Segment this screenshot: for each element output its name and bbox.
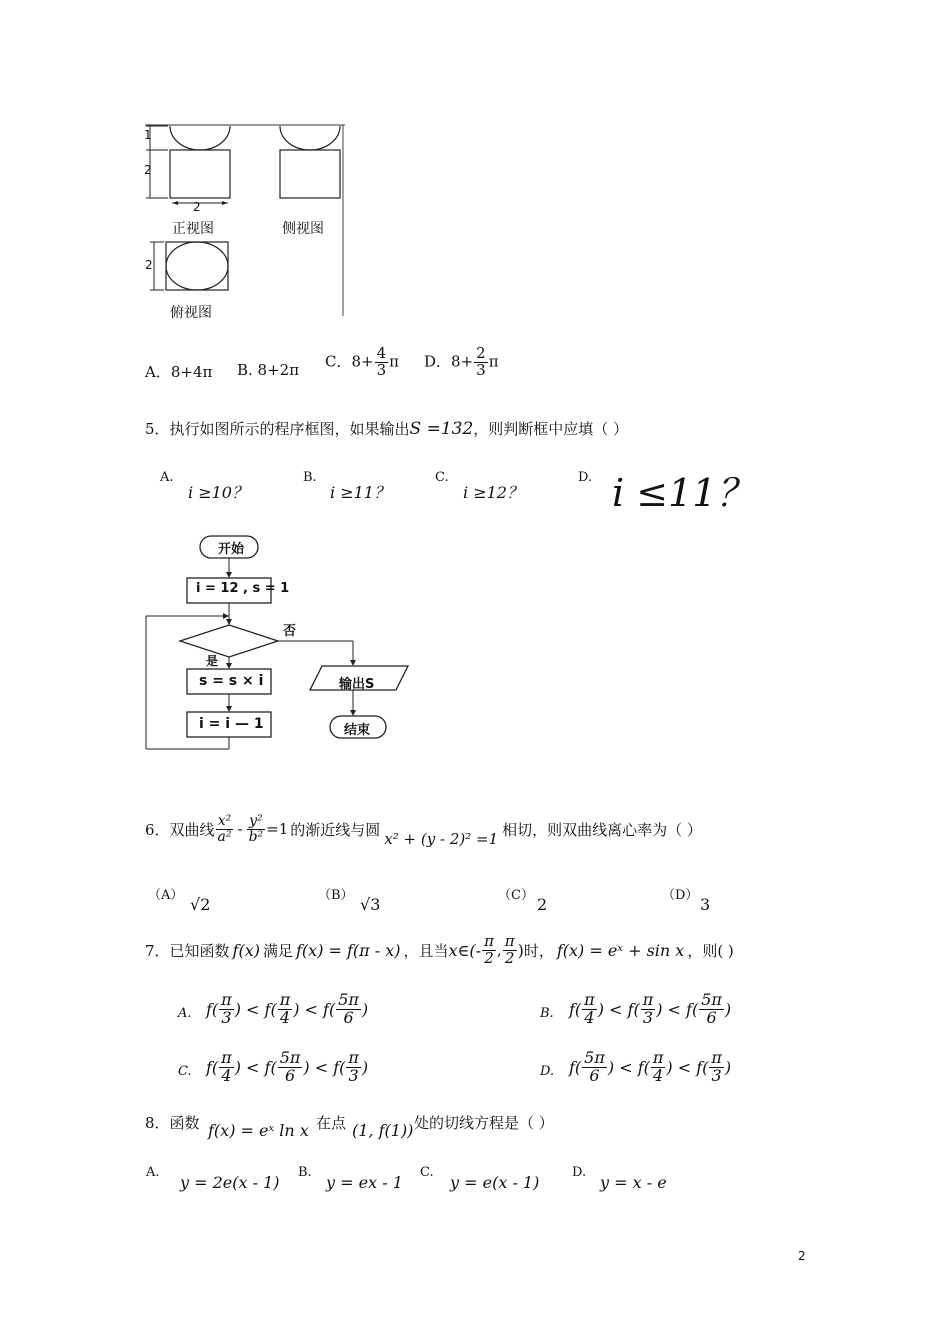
q5-opt-a: i ≥10？ — [188, 483, 248, 502]
q4-d-prefix: D．8+ — [424, 352, 474, 371]
dim-label-top: 2 — [145, 258, 153, 272]
q7-c-f2: f( — [264, 1057, 277, 1077]
q5-opt-b-label: B. — [303, 470, 317, 485]
q7-b-f3: f( — [686, 999, 699, 1019]
q8-opt-d: y = x - e — [600, 1173, 667, 1192]
q6-opt-a-label: （A） — [148, 888, 184, 903]
q6-opt-d-label: （D） — [662, 888, 699, 903]
q7-c-n2: 5π — [279, 1048, 301, 1067]
q7-def: f(x) = eˣ + sin x — [556, 940, 685, 960]
q4-d-suffix: π — [488, 352, 499, 371]
q7-a-d3: 6 — [343, 1007, 354, 1027]
q8-point: (1, f(1)) — [352, 1121, 414, 1140]
q6-opt-c: 2 — [537, 895, 548, 914]
q8-opt-a: y = 2e(x - 1) — [180, 1173, 280, 1192]
q7-d-f3: f( — [696, 1057, 709, 1077]
q4-option-a: A．8+4π — [145, 363, 213, 381]
q6-frac1-den: a² — [217, 828, 232, 845]
q7-c-d3: 3 — [348, 1065, 359, 1085]
q5-stem-math: S =132 — [409, 419, 474, 439]
q7-opt-a-label: A. — [178, 1006, 192, 1021]
q7-opt-d — [569, 1050, 731, 1085]
q7-c-d1: 4 — [221, 1065, 232, 1085]
q6-opt-b-label: （B） — [318, 888, 354, 903]
q6-frac1-num: x² — [217, 813, 232, 829]
q6-minus: - — [237, 820, 243, 839]
q7-a-f2: f( — [264, 999, 277, 1019]
q7-opt-b-label: B. — [540, 1006, 554, 1021]
fc-decision — [180, 625, 278, 657]
q5-stem — [145, 418, 628, 439]
fc-no-label: 否 — [283, 624, 297, 639]
q7-b-f2: f( — [627, 999, 640, 1019]
q7-opt-a — [206, 992, 368, 1027]
fc-dec-label: i = i — 1 — [199, 716, 264, 732]
q7-t2: ，且当 — [403, 941, 449, 960]
q7-c-c3: ) — [361, 1057, 369, 1077]
q7-t3: 时， — [523, 941, 554, 960]
q8-opt-d-label: D. — [572, 1165, 587, 1180]
top-view-label: 俯视图 — [170, 305, 212, 321]
q7-d-f2: f( — [637, 1057, 650, 1077]
q7-b-n2: π — [642, 990, 654, 1009]
q7-b-c2: ) < — [656, 999, 687, 1019]
q7-opt-c-label: C. — [178, 1064, 192, 1079]
q6-frac2-num: y² — [249, 813, 263, 829]
side-view-label: 侧视图 — [282, 221, 324, 237]
q7-d-c3: ) — [724, 1057, 732, 1077]
q7-b-n3: 5π — [701, 990, 722, 1009]
q7-d-n3: π — [711, 1048, 722, 1067]
fc-body-label: s = s × i — [199, 673, 264, 689]
q4-option-b: B. 8+2π — [237, 361, 300, 379]
q6-stem — [145, 813, 702, 849]
q6-mid: 的渐近线与圆 — [290, 820, 381, 839]
q7-b-c3: ) — [724, 999, 732, 1019]
q4-option-d — [424, 346, 499, 379]
q6-circle: x² + (y - 2)² =1 — [384, 830, 499, 849]
q7-b-c1: ) < — [597, 999, 628, 1019]
q5-stem-suffix: ，则判断框中应填（ ） — [473, 420, 629, 438]
page-number: 2 — [798, 1249, 806, 1263]
q6-eq1: =1 — [266, 820, 289, 839]
dim-label-2: 2 — [144, 163, 152, 177]
dim-label-1: 1 — [144, 128, 152, 142]
q5-opt-c-label: C. — [435, 470, 449, 485]
q7-c-n3: π — [348, 1048, 359, 1067]
q7-b-d3: 6 — [706, 1007, 717, 1027]
q7-a-f1: f( — [206, 999, 219, 1019]
q7-t4: ，则( ) — [687, 941, 734, 960]
q7-b-n1: π — [584, 990, 595, 1009]
q4-c-prefix: C．8+ — [325, 352, 374, 371]
q7-t1: 满足 — [262, 941, 293, 960]
q6-frac2-den: b² — [248, 828, 264, 845]
q7-rel: f(x) = f(π - x) — [296, 940, 401, 960]
q8-suffix: 处的切线方程是（ ） — [414, 1114, 554, 1132]
q7-a-d2: 4 — [279, 1007, 291, 1027]
q4-d-num: 2 — [476, 344, 486, 362]
q7-a-c2: ) < — [293, 999, 324, 1019]
q7-stem — [145, 934, 734, 967]
q4-c-den: 3 — [376, 360, 387, 379]
q8-stem-prefix: 8．函数 — [145, 1114, 200, 1132]
q6-opt-b: √3 — [360, 895, 381, 914]
q7-d-c2: ) < — [666, 1057, 697, 1077]
q5-opt-d: i ≤11？ — [612, 471, 755, 515]
q7-opt-c — [206, 1050, 368, 1085]
q7-dom-n2: π — [504, 932, 515, 950]
q6-suffix: 相切，则双曲线离心率为（ ） — [502, 820, 702, 839]
q7-dom-n1: π — [484, 932, 494, 950]
q7-a-c3: ) — [361, 999, 369, 1019]
q7-a-d1: 3 — [221, 1007, 232, 1027]
q4-c-num: 4 — [376, 344, 387, 362]
q7-d-f1: f( — [569, 1057, 582, 1077]
q5-opt-a-label: A. — [160, 470, 174, 485]
q8-opt-c-label: C. — [420, 1165, 434, 1180]
q7-dom-pre: x∈(- — [448, 940, 482, 960]
q7-d-d2: 4 — [653, 1065, 664, 1085]
q8-mid: 在点 — [316, 1114, 347, 1132]
q5-opt-c: i ≥12？ — [463, 483, 523, 502]
q7-c-f1: f( — [206, 1057, 219, 1077]
q7-d-n2: π — [652, 1048, 664, 1067]
q7-c-n1: π — [221, 1048, 232, 1067]
q8-opt-b-label: B. — [298, 1165, 312, 1180]
q6-opt-c-label: （C） — [498, 888, 534, 903]
fc-yes-label: 是 — [206, 654, 219, 668]
q4-d-den: 3 — [476, 360, 486, 379]
q5-opt-d-label: D. — [578, 470, 593, 485]
q7-stem-prefix: 7．已知函数 — [145, 941, 230, 960]
q7-c-d2: 6 — [284, 1065, 296, 1085]
q7-b-d1: 4 — [584, 1007, 595, 1027]
q7-a-c1: ) < — [234, 999, 265, 1019]
q7-a-n1: π — [221, 990, 232, 1009]
q7-a-n2: π — [279, 990, 291, 1009]
q6-opt-d: 3 — [700, 895, 711, 914]
fc-init-label: i = 12 , s = 1 — [196, 581, 290, 596]
q8-opt-a-label: A. — [146, 1165, 160, 1180]
q7-b-d2: 3 — [642, 1007, 654, 1027]
front-view-label: 正视图 — [172, 221, 214, 237]
q7-opt-d-label: D. — [540, 1064, 555, 1079]
q8-opt-c: y = e(x - 1) — [450, 1173, 540, 1192]
q4-option-c — [325, 346, 399, 379]
q7-c-f3: f( — [333, 1057, 346, 1077]
q8-func: f(x) = eˣ ln x — [208, 1121, 309, 1140]
q7-d-d1: 6 — [589, 1065, 600, 1085]
q6-opt-a: √2 — [190, 895, 211, 914]
q8-opt-b: y = ex - 1 — [326, 1173, 403, 1192]
q7-opt-b — [569, 992, 731, 1027]
fc-output-label: 输出S — [339, 677, 375, 692]
q7-fx: f(x) — [232, 940, 260, 960]
q5-stem-prefix: 5．执行如图所示的程序框图，如果输出 — [145, 420, 410, 438]
fc-start-label: 开始 — [218, 542, 245, 557]
q7-d-n1: 5π — [584, 1048, 605, 1067]
fc-end-label: 结束 — [344, 723, 371, 738]
q7-dom-d1: 2 — [484, 948, 494, 967]
q7-d-c1: ) < — [607, 1057, 638, 1077]
q7-a-f3: f( — [323, 999, 336, 1019]
q4-c-suffix: π — [389, 352, 399, 371]
q7-a-n3: 5π — [338, 990, 359, 1009]
q5-opt-b: i ≥11？ — [330, 483, 390, 502]
q7-dom-post: ) — [517, 940, 524, 960]
q7-c-c1: ) < — [234, 1057, 265, 1077]
q7-dom-mid: , — [496, 941, 502, 960]
q7-b-f1: f( — [569, 999, 582, 1019]
q7-dom-d2: 2 — [504, 948, 515, 967]
dim-label-width: 2 — [193, 200, 201, 214]
q7-c-c2: ) < — [303, 1057, 334, 1077]
q7-d-d3: 3 — [711, 1065, 722, 1085]
q6-stem-prefix: 6．双曲线 — [145, 820, 215, 839]
flowchart — [140, 530, 420, 760]
